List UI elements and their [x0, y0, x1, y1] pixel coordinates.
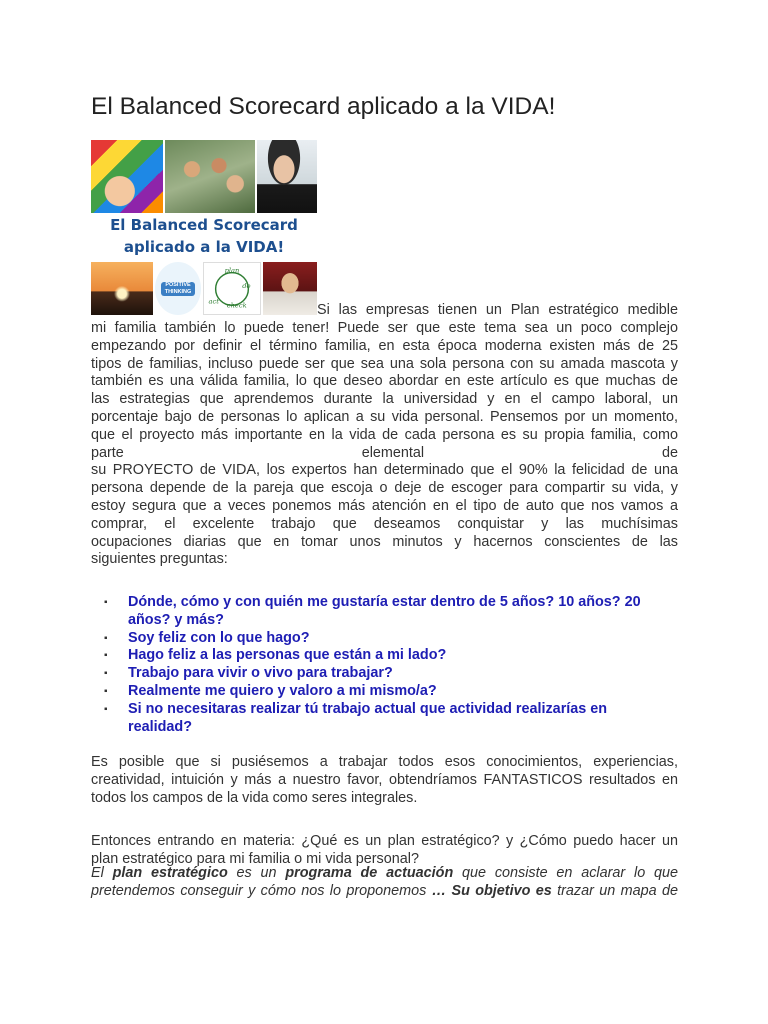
plan-do-check-act-graphic [203, 262, 261, 315]
question-text: Hago feliz a las personas que están a mi lado? [128, 647, 447, 664]
list-item [104, 701, 684, 737]
text-span: trazar un mapa de [551, 882, 679, 899]
intro-line: tipos de familias, incluso puede ser que sea una sola persona con su amada mascota y [91, 355, 678, 372]
bullet-icon: ▪ [104, 597, 108, 608]
paragraph-line [91, 865, 678, 883]
pdca-act: act [208, 297, 219, 306]
man-photo [263, 262, 317, 315]
pdca-cycle-icon [204, 263, 260, 314]
positive-thinking-label: POSITIVE THINKING [161, 282, 195, 296]
paragraph-definition [91, 865, 678, 901]
paragraph-line: creatividad, intuición y más a nuestro favor, obtendríamos FANTASTICOS resultados en [91, 771, 678, 788]
questions-list [104, 594, 684, 736]
text-span: El [91, 865, 113, 881]
intro-line: estoy segura que a veces ponemos más atención en el tipo de auto que nos vamos a [91, 497, 678, 514]
bullet-icon: ▪ [104, 703, 108, 715]
positive-thinking-graphic [155, 262, 201, 315]
bold-term: … Su objetivo es [431, 882, 552, 899]
paragraph-line: todos los campos de la vida como seres integrales. [91, 789, 418, 806]
list-item [104, 647, 684, 665]
question-text: Soy feliz con lo que hago? [128, 629, 310, 646]
image-caption-line1: El Balanced Scorecard [110, 216, 298, 234]
paragraph-plan-question [91, 833, 678, 869]
intro-line: parte elemental de [91, 444, 678, 461]
article-title: El Balanced Scorecard aplicado a la VIDA! [91, 93, 556, 120]
question-text: Trabajo para vivir o vivo para trabajar? [128, 665, 393, 682]
pdca-check: check [226, 301, 247, 310]
bold-term: programa de actuación [285, 865, 454, 881]
text-span: pretendemos conseguir y cómo nos lo proponemos [91, 882, 432, 899]
list-item [104, 665, 684, 683]
intro-paragraph [91, 320, 678, 569]
intro-first-line: Si las empresas tienen un Plan estratégico medible [317, 302, 678, 318]
paragraph-line [91, 883, 678, 901]
bullet-icon: ▪ [104, 632, 108, 644]
text-span: que consiste en aclarar lo que [453, 865, 678, 881]
intro-line: su PROYECTO de VIDA, los expertos han determinado que el 90% la felicidad de una [91, 462, 678, 479]
intro-line: también es una válida familia, lo que deseo abordar en este artículo es que muchas de [91, 373, 678, 390]
list-item [104, 630, 684, 648]
intro-line: ocupaciones diarias que en tomar unos minutos y hacernos conscientes de las [91, 533, 678, 550]
pdca-do: do [242, 282, 251, 291]
intro-line: empezando por definir el término familia, en esta época moderna existen más de 25 [91, 337, 678, 354]
image-caption [91, 214, 317, 262]
bold-term: plan estratégico [112, 865, 228, 881]
paragraph-line: Es posible que si pusiésemos a trabajar todos esos conocimientos, experiencias, [91, 754, 678, 770]
list-item [104, 683, 684, 701]
group-photo [165, 140, 255, 213]
intro-line: persona depende de la pareja que escoja o deje de escoger para compartir su vida, y [91, 480, 678, 497]
question-text: Si no necesitaras realizar tú trabajo actual que actividad realizarías en [128, 700, 608, 717]
paragraph-fantasticos [91, 754, 678, 807]
bullet-icon: ▪ [104, 685, 108, 697]
list-item [104, 594, 684, 630]
bullet-icon: ▪ [104, 650, 108, 662]
intro-line: mi familia también lo puede tener! Puede ser que este tema sea un poco complejo [91, 320, 678, 336]
question-text: Dónde, cómo y con quién me gustaría estar dentro de 5 años? 10 años? 20 [128, 594, 641, 610]
image-caption-line2: aplicado a la VIDA! [123, 238, 285, 256]
question-text-cont: años? y más? [128, 611, 224, 628]
text-span: es un [227, 865, 286, 881]
article-image [91, 140, 317, 315]
woman-photo [257, 140, 317, 213]
pdca-plan: plan [224, 266, 240, 275]
paragraph-line: Entonces entrando en materia: ¿Qué es un plan estratégico? y ¿Cómo puedo hacer un [91, 833, 678, 849]
intro-line: las estrategias que aprendemos durante la universidad y en el campo laboral, un [91, 391, 678, 408]
intro-line: comprar, el excelente trabajo que deseamos conquistar y las muchísimas [91, 515, 678, 532]
intro-line: que el proyecto más importante en la vida de cada persona es su propia familia, como [91, 426, 678, 443]
couple-sunset-photo [91, 262, 153, 315]
painted-hands-photo [91, 140, 163, 213]
intro-line: siguientes preguntas: [91, 551, 228, 568]
bullet-icon: ▪ [104, 668, 108, 680]
intro-line: porcentaje bajo de personas lo aplican a su vida personal. Pensemos por un momento, [91, 408, 678, 425]
paragraph-line: plan estratégico para mi familia o mi vida personal? [91, 850, 419, 867]
question-text-cont: realidad? [128, 718, 192, 735]
question-text: Realmente me quiero y valoro a mi mismo/a? [128, 682, 437, 699]
